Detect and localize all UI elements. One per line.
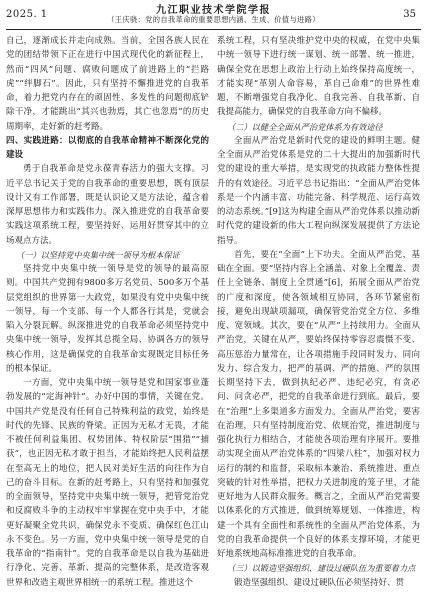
section-heading: 四、实践进路：以彻底的自我革命精神不断深化党的建设 — [6, 135, 209, 160]
paragraph: 坚持党中央集中统一领导是党的领导的最高原则。中国共产党拥有9800多万名党员、500多万个基层党组织的世界第一大政党，如果没有党中央集中统一领导，每一个支部、每一个人都各行其是，党就会陷入分裂瓦解。纵深推进党的自我革命必须坚持党中央集中统一领导，发挥其总揽全局、协调各方的领导核心作用，这是确保党的自我革命实现既定目标任务的根本保证。 — [6, 264, 209, 374]
paragraph: 一方面，党中央集中统一领导是党和国家事业蓬勃发展的“定海神针”。办好中国的事情，关键在党。中国共产党是没有任何自己特殊利益的政党，始终是时代的先锋、民族的脊梁。正因为无私才无畏，才能不被任何利益集团、权势团体、特权阶层“围猎”“捕获”，也正因无私才敢于担当，才能始终把人民利益摆在至高无上的地位，把人民对美好生活的向往作为自己的奋斗目标。在新的赶考路上，只有坚持和加强党的全面领导，坚持党中央集中统一领导，把管党治党和反腐败斗争的主动权牢牢掌握在党中央手中，才能更好凝聚全党共识，确保党永不变质、确保红色江山永不变色。另一方面，党中央集中统一领导是党的自我革命的“指南针”。党的自我革命是以自我为基础进行净化、完善、革新、提高的完整体系，是改造客观世界和改造主观世界相统一的系统工程。推进这个 — [6, 378, 209, 588]
paragraph: 勇于自我革命是党永葆青春活力的强大支撑。习近平总书记关于党的自我革命的重要思想，既有顶层设计又有工作部署，既是认识论又是方法论，蕴含着深厚思想伟力和实践伟力。深入推进党的自我革命要实践这项系统工程，要坚持好、运用好贯穿其中的立场观点方法。 — [6, 164, 209, 246]
page-number: 35 — [403, 9, 416, 20]
left-column — [6, 34, 209, 612]
article-subtitle: （王庆骁：党的自我革命的重要思想内涵、生成、价值与进路） — [107, 15, 320, 24]
paragraph: 全面从严治党是新时代党的建设的鲜明主题。健全全面从严治党体系是党的二十大提出的加强新时代党的建设的重大举措，是实现党的执政能力整体性提升的有效途径。习近平总书记指出：“全面从严治党体系是一个内涵丰富、功能完备、科学规范、运行高效的动态系统。”[9]这为构建全面从严治党体系以推动新时代党的建设新的伟大工程向纵深发展提供了方法论指导。 — [217, 135, 420, 246]
right-column — [217, 34, 420, 612]
subsection-heading: （一）以坚持党中央集中统一领导为根本保证 — [16, 249, 180, 260]
paragraph-continued: 自己，逐渐成长并走向成熟。当前，全国各族人民在党的团结带领下正在进行中国式现代化的新征程上，然而“四风”问题、腐败问题成了前进路上的“拦路虎”“绊脚石”。因此，只有坚持不懈推进党的自我革命，着力把党内存在的顽固性、多发性的问题彻底铲除干净，才能跳出“其兴也勃焉，其亡也忽焉”的历史周期率，走好新的赶考路。 — [6, 36, 209, 132]
subsection-heading: （二）以健全全面从严治党体系为有效途径 — [227, 121, 383, 132]
subsection-heading: （三）以锻造坚强组织、建设过硬队伍为重要着力点 — [227, 563, 416, 574]
paragraph: 锻造坚强组织、建设过硬队伍必须坚持好、贯 — [234, 577, 405, 588]
journal-title: 九江职业技术学院学报 — [156, 5, 271, 16]
paragraph-continued: 系统工程，只有坚决维护党中央的权威，在党中央集中统一领导下进行统一谋划、统一部署、统一推进，确保全党在思想上政治上行动上始终保持高度统一，才能实现“革别人命容易，革自己命难”的世界性难题，不断增强党自我净化、自我完善、自我革新、自我提高能力，确保党的自我革命方向不偏移。 — [217, 36, 420, 118]
issue-label: 2025. 1 — [6, 9, 48, 20]
header-divider — [6, 29, 421, 30]
paragraph: 首先，要在“全面”上下功夫。全面从严治党，基础在全面。要“坚持内容上全涵盖、对象上全覆盖、责任上全链条、制度上全贯通”[6]，拓展全面从严治党的广度和深度，使各领域相互协同，各环节紧密衔接，避免出现缺项漏项，确保管党治党全方位、多维度、宽领域。其次，要在“从严”上持续用力。全面从严治党，关键在从严，要始终保持零容忍震慑不变、高压惩治力量常在，让各项措施手段同时发力、同向发力、综合发力，把严的基调、严的措施、严的氛围长期坚持下去，做到执纪必严、违纪必究，有贪必问、问贪必严，把党的自我革命进行到底。最后，要在“治理”上多渠道多方面发力。全面从严治党，要害在治理，只有坚持制度治党、依规治党，推进制度与强化执行力相结合，才能使各项治理有序展开。要推动实现全面从严治党体系的“四梁八柱”，加强对权力运行的制约和监督，采取标本兼治、系统推进、重点突破的针对性举措，把权力关进制度的笼子里，才能更好地为人民群众服务。概言之，全面从严治党需要以体系化的方式推进，做到统筹规划、一体推进，构建一个具有全面性和系统性的全面从严治党体系，为党的自我革命提供一个良好的体系支撑环境，才能更好地系统地高标准推进党的自我革命。 — [217, 249, 420, 559]
running-header — [0, 0, 427, 30]
